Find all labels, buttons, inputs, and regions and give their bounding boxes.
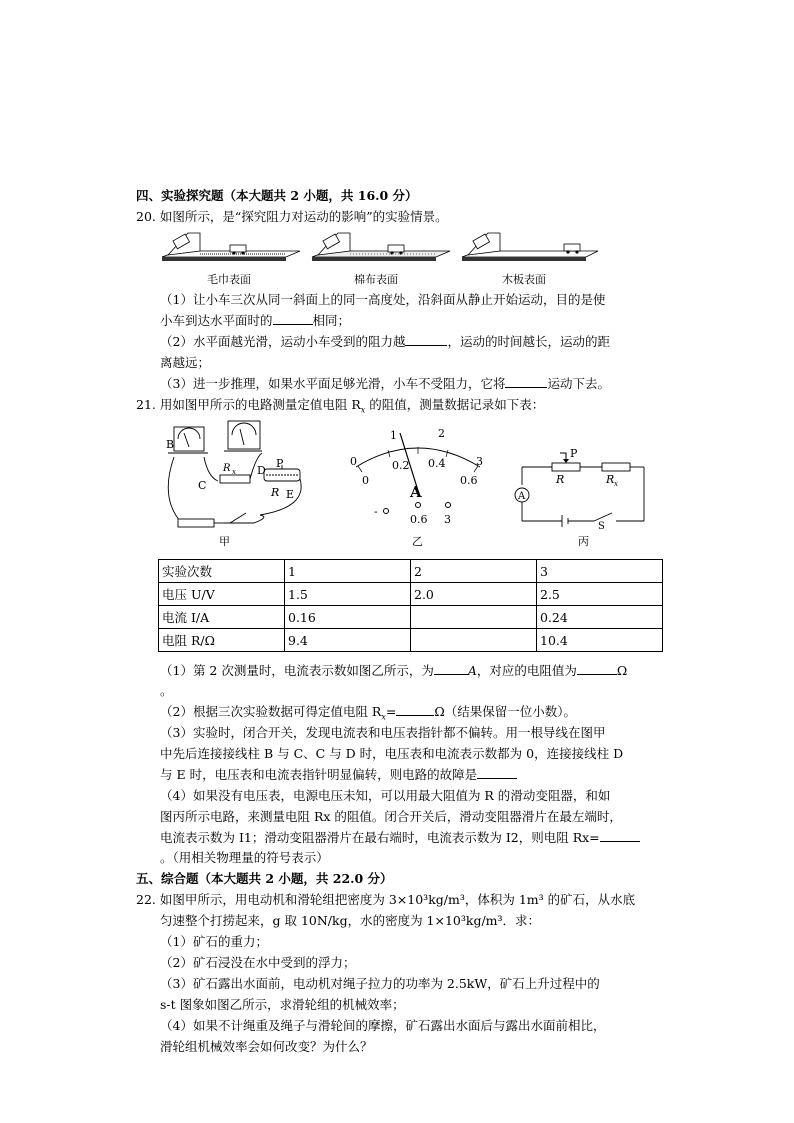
table-cell: 2.5 [537,583,663,606]
table-cell: 2 [411,560,537,583]
wood-surface-panel [462,233,598,261]
svg-text:3: 3 [476,455,483,468]
table-row [159,629,663,652]
label-towel: 毛巾表面 [207,273,251,286]
answer-blank[interactable] [434,662,468,675]
table-row [159,583,663,606]
svg-text:B: B [166,438,175,451]
svg-text:2: 2 [438,427,445,440]
table-cell: 3 [537,560,663,583]
svg-text:D: D [257,464,266,477]
svg-text:P: P [570,447,578,460]
q21-part1-line1: （1）第 2 次测量时，电流表示数如图乙所示，为 A，对应的电阻值为 Ω [160,663,628,678]
dial-top-zero: 0 [350,455,357,468]
q22-number: 22. [136,892,156,907]
svg-text:A: A [410,483,422,501]
q22-line3: （1）矿石的重力； [160,934,268,949]
q21-stem: 21. 用如图甲所示的电路测量定值电阻 $R_x$ 的阻值，测量数据记录如下表： [136,397,545,415]
table-cell [411,606,537,629]
q22-line7: （4）如果不计绳重及绳子与滑轮间的摩擦，矿石露出水面后与露出水面前相比， [160,1018,606,1033]
svg-text:A: A [518,491,526,502]
q21-part4-line1: （4）如果没有电压表，电源电压未知，可以用最大阻值为 R 的滑动变阻器，和如 [160,788,611,803]
table-cell: 电阻 R/Ω [159,629,285,652]
q21-part3-line3: 与 E 时，电压表和电流表指针明显偏转，则电路的故障是 [160,766,517,784]
q22-line5: （3）矿石露出水面前，电动机对绳子拉力的功率为 2.5kW，矿石上升过程中的 [160,976,600,991]
caption-jia: 甲 [219,535,230,548]
q22-line4: （2）矿石浸没在水中受到的浮力； [160,955,356,970]
table-cell: 2.0 [411,583,537,606]
section-4-title: 四、实验探究题（本大题共 2 小题，共 16.0 分） [136,188,418,203]
table-cell: 电流 I/A [159,606,285,629]
table-cell: 1 [285,560,411,583]
table-cell: 电压 U/V [159,583,285,606]
table-cell: 1.5 [285,583,411,606]
q21-part4-line3: 电流表示数为 I1；滑动变阻器滑片在最右端时，电流表示数为 I2，则电阻 Rx= [160,829,640,847]
svg-text:R: R [556,473,565,486]
svg-text:-: - [374,505,378,518]
svg-text:R: R [223,463,231,474]
svg-text:R: R [271,486,280,499]
table-cell: 9.4 [285,629,411,652]
circuit-diagram-bing [512,445,652,530]
table-row [159,606,663,629]
svg-text:R: R [606,473,615,486]
caption-bing: 丙 [578,535,589,548]
table-cell: 0.24 [537,606,663,629]
section-5-title: 五、综合题（本大题共 2 小题，共 22.0 分） [136,871,393,886]
table-cell [411,629,537,652]
caption-yi: 乙 [412,535,423,548]
q21-part2: （2）根据三次实验数据可得定值电阻 $R_x= \Omega$（结果保留一位小数）。 [160,704,576,722]
ammeter-dial-yi [338,425,498,530]
table-cell: 实验次数 [159,560,285,583]
svg-text:P: P [276,457,284,470]
svg-text:x: x [614,480,618,488]
answer-blank[interactable] [396,703,434,716]
label-cotton: 棉布表面 [354,273,398,286]
q21-number: 21. [136,397,156,412]
q20-part2-line1: （2）水平面越光滑，运动小车受到的阻力越 ，运动的时间越长，运动的距 [160,334,610,349]
table-cell: 0.16 [285,606,411,629]
q20-part1-line2: 小车到达水平面时的 相同； [160,313,351,328]
q20-part3: （3）进一步推理，如果水平面足够光滑，小车不受阻力，它将 运动下去。 [160,376,610,391]
label-wood: 木板表面 [502,273,546,286]
table-cell: 10.4 [537,629,663,652]
q22-line6: s-t 图象如图乙所示，求滑轮组的机械效率； [160,997,405,1012]
towel-surface-panel [162,233,300,261]
answer-blank[interactable] [577,662,617,675]
answer-blank[interactable] [505,375,547,388]
q20-stem-text: 如图所示，是“探究阻力对运动的影响”的实验情景。 [159,209,448,224]
svg-text:E: E [286,488,295,501]
q21-part4-line2: 图丙所示电路，来测量电阻 Rx 的阻值。闭合开关后，滑动变阻器滑片在最左端时， [160,809,622,824]
svg-text:0: 0 [362,474,369,487]
q20-part1-line1: （1）让小车三次从同一斜面上的同一高度处，沿斜面从静止开始运动，目的是使 [160,292,606,307]
measurement-table [158,559,663,652]
q21-part4-line4: 。（用相关物理量的符号表示） [160,850,329,865]
q20-part2-line2: 离越远； [160,355,211,370]
cotton-surface-panel [312,233,450,261]
answer-blank[interactable] [273,312,313,325]
q21-part3-line2: 中先后连接接线柱 B 与 C、C 与 D 时，电压表和电流表示数都为 0，连接接线柱 D [160,746,624,761]
svg-text:0.2: 0.2 [392,459,410,472]
svg-text:C: C [198,479,207,492]
svg-text:S: S [598,521,605,530]
answer-blank[interactable] [600,829,640,842]
answer-blank[interactable] [405,333,447,346]
svg-text:0.6: 0.6 [460,474,478,487]
svg-text:3: 3 [444,513,451,526]
circuit-figure-jia [160,417,320,547]
q22-line2: 匀速整个打捞起来，g 取 10N/kg，水的密度为 1×10³kg/m³．求： [160,913,541,928]
svg-text:1: 1 [390,429,397,442]
svg-text:x: x [232,468,236,476]
q20-stem [136,208,448,226]
svg-text:0.4: 0.4 [428,457,446,470]
q22-line1: 22. 如图甲所示，用电动机和滑轮组把密度为 3×10³kg/m³，体积为 1m³ 的矿石，从水底 [136,892,636,907]
q20-number: 20. [136,209,156,224]
svg-text:0.6: 0.6 [410,513,428,526]
q22-line8: 滑轮组机械效率会如何改变？为什么？ [160,1039,373,1054]
answer-blank[interactable] [477,766,517,779]
q21-part3-line1: （3）实验时，闭合开关，发现电流表和电压表指针都不偏转。用一根导线在图甲 [160,725,606,740]
q21-part1-line2: 。 [160,683,173,698]
table-row [159,560,663,583]
